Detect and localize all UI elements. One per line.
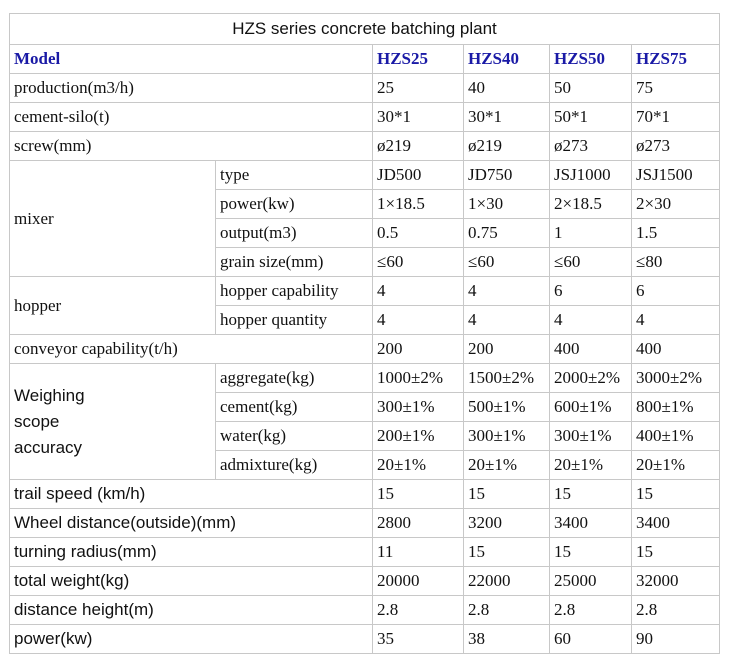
cell-value: ø273 xyxy=(550,132,632,161)
cell-value: 300±1% xyxy=(550,422,632,451)
table-row xyxy=(10,538,720,567)
header-model-2: HZS40 xyxy=(464,45,550,74)
cell-value: 35 xyxy=(373,625,464,654)
cell-value: 15 xyxy=(550,538,632,567)
cell-value: 800±1% xyxy=(632,393,720,422)
cell-value: 30*1 xyxy=(373,103,464,132)
cell-value: ≤60 xyxy=(550,248,632,277)
sub-label: power(kw) xyxy=(216,190,373,219)
cell-value: 4 xyxy=(632,306,720,335)
spec-table xyxy=(9,13,720,654)
cell-value: 15 xyxy=(632,538,720,567)
table-row xyxy=(10,509,720,538)
cell-value: 20000 xyxy=(373,567,464,596)
cell-value: ≤60 xyxy=(464,248,550,277)
cell-value: JD750 xyxy=(464,161,550,190)
row-label: screw(mm) xyxy=(10,132,373,161)
cell-value: 2×30 xyxy=(632,190,720,219)
cell-value: 1500±2% xyxy=(464,364,550,393)
table-row xyxy=(10,567,720,596)
cell-value: 4 xyxy=(464,277,550,306)
header-row xyxy=(10,45,720,74)
table-row xyxy=(10,161,720,190)
cell-value: JSJ1500 xyxy=(632,161,720,190)
cell-value: 1 xyxy=(550,219,632,248)
row-label: turning radius(mm) xyxy=(10,538,373,567)
cell-value: 2.8 xyxy=(632,596,720,625)
sub-label: aggregate(kg) xyxy=(216,364,373,393)
row-label: trail speed (km/h) xyxy=(10,480,373,509)
cell-value: 1.5 xyxy=(632,219,720,248)
table-row xyxy=(10,480,720,509)
row-label: total weight(kg) xyxy=(10,567,373,596)
cell-value: 600±1% xyxy=(550,393,632,422)
sub-label: type xyxy=(216,161,373,190)
cell-value: 6 xyxy=(632,277,720,306)
cell-value: 2.8 xyxy=(550,596,632,625)
cell-value: 3000±2% xyxy=(632,364,720,393)
cell-value: 15 xyxy=(464,538,550,567)
row-label: cement-silo(t) xyxy=(10,103,373,132)
row-label: distance height(m) xyxy=(10,596,373,625)
cell-value: 50 xyxy=(550,74,632,103)
cell-value: 15 xyxy=(632,480,720,509)
cell-value: 400 xyxy=(550,335,632,364)
cell-value: 200 xyxy=(464,335,550,364)
cell-value: 60 xyxy=(550,625,632,654)
cell-value: 0.75 xyxy=(464,219,550,248)
cell-value: 4 xyxy=(373,306,464,335)
cell-value: JSJ1000 xyxy=(550,161,632,190)
table-row xyxy=(10,74,720,103)
spec-table-container xyxy=(9,13,720,654)
cell-value: 3400 xyxy=(632,509,720,538)
table-row xyxy=(10,103,720,132)
table-row xyxy=(10,277,720,306)
cell-value: ø273 xyxy=(632,132,720,161)
sub-label: hopper quantity xyxy=(216,306,373,335)
sub-label: grain size(mm) xyxy=(216,248,373,277)
cell-value: 2.8 xyxy=(373,596,464,625)
cell-value: 50*1 xyxy=(550,103,632,132)
cell-value: 15 xyxy=(550,480,632,509)
cell-value: 1×18.5 xyxy=(373,190,464,219)
cell-value: 20±1% xyxy=(550,451,632,480)
sub-label: water(kg) xyxy=(216,422,373,451)
cell-value: 4 xyxy=(550,306,632,335)
cell-value: 3200 xyxy=(464,509,550,538)
cell-value: 6 xyxy=(550,277,632,306)
table-row xyxy=(10,364,720,393)
header-model-1: HZS25 xyxy=(373,45,464,74)
group-label-mixer: mixer xyxy=(10,161,216,277)
group-label-weighing: Weighing scope accuracy xyxy=(10,364,216,480)
row-label: power(kw) xyxy=(10,625,373,654)
cell-value: 400 xyxy=(632,335,720,364)
cell-value: 300±1% xyxy=(373,393,464,422)
row-label: Wheel distance(outside)(mm) xyxy=(10,509,373,538)
cell-value: ≤60 xyxy=(373,248,464,277)
sub-label: output(m3) xyxy=(216,219,373,248)
table-title: HZS series concrete batching plant xyxy=(10,14,720,45)
table-row xyxy=(10,335,720,364)
header-model-4: HZS75 xyxy=(632,45,720,74)
title-row xyxy=(10,14,720,45)
cell-value: ø219 xyxy=(373,132,464,161)
cell-value: 20±1% xyxy=(373,451,464,480)
sub-label: admixture(kg) xyxy=(216,451,373,480)
cell-value: 20±1% xyxy=(632,451,720,480)
cell-value: 500±1% xyxy=(464,393,550,422)
cell-value: 4 xyxy=(464,306,550,335)
table-row xyxy=(10,596,720,625)
cell-value: 0.5 xyxy=(373,219,464,248)
table-row xyxy=(10,132,720,161)
cell-value: 32000 xyxy=(632,567,720,596)
sub-label: cement(kg) xyxy=(216,393,373,422)
cell-value: 2000±2% xyxy=(550,364,632,393)
cell-value: 30*1 xyxy=(464,103,550,132)
cell-value: 40 xyxy=(464,74,550,103)
cell-value: 200±1% xyxy=(373,422,464,451)
cell-value: 1000±2% xyxy=(373,364,464,393)
cell-value: 2800 xyxy=(373,509,464,538)
cell-value: 20±1% xyxy=(464,451,550,480)
cell-value: ≤80 xyxy=(632,248,720,277)
cell-value: 25 xyxy=(373,74,464,103)
cell-value: 1×30 xyxy=(464,190,550,219)
cell-value: 4 xyxy=(373,277,464,306)
cell-value: 15 xyxy=(373,480,464,509)
row-label: conveyor capability(t/h) xyxy=(10,335,373,364)
cell-value: 75 xyxy=(632,74,720,103)
cell-value: 90 xyxy=(632,625,720,654)
cell-value: ø219 xyxy=(464,132,550,161)
cell-value: 70*1 xyxy=(632,103,720,132)
cell-value: 11 xyxy=(373,538,464,567)
cell-value: JD500 xyxy=(373,161,464,190)
cell-value: 25000 xyxy=(550,567,632,596)
cell-value: 22000 xyxy=(464,567,550,596)
sub-label: hopper capability xyxy=(216,277,373,306)
cell-value: 3400 xyxy=(550,509,632,538)
cell-value: 2×18.5 xyxy=(550,190,632,219)
group-label-hopper: hopper xyxy=(10,277,216,335)
cell-value: 300±1% xyxy=(464,422,550,451)
cell-value: 15 xyxy=(464,480,550,509)
cell-value: 2.8 xyxy=(464,596,550,625)
header-model-3: HZS50 xyxy=(550,45,632,74)
cell-value: 400±1% xyxy=(632,422,720,451)
cell-value: 200 xyxy=(373,335,464,364)
cell-value: 38 xyxy=(464,625,550,654)
header-model-label: Model xyxy=(10,45,373,74)
table-row xyxy=(10,625,720,654)
row-label: production(m3/h) xyxy=(10,74,373,103)
